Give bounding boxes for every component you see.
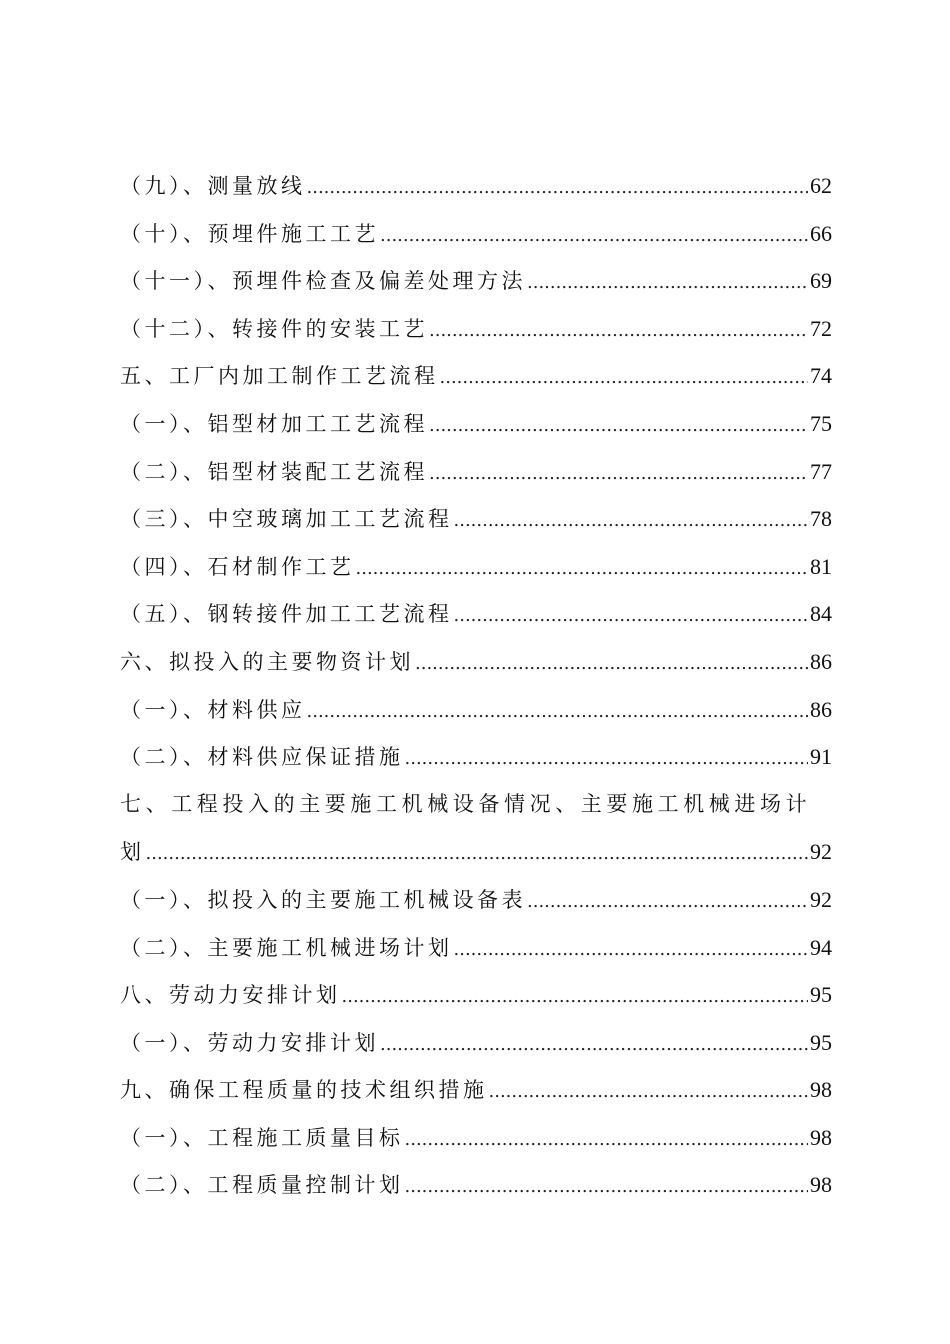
toc-dot-leader [405, 1163, 809, 1211]
toc-entry-line-1[interactable] [120, 781, 832, 829]
toc-entry-title: （二）、材料供应保证措施 [120, 745, 404, 770]
toc-entry-page: 75 [810, 410, 832, 436]
toc-entry-title: 五、工厂内加工制作工艺流程 [120, 364, 439, 389]
toc-entry-page: 98 [810, 1124, 832, 1150]
toc-entry-title: （十）、预埋件施工工艺 [120, 221, 379, 246]
toc-entry[interactable] [120, 924, 832, 972]
toc-entry-page: 92 [810, 886, 832, 912]
toc-entry[interactable] [120, 733, 832, 781]
toc-entry-title: （一）、拟投入的主要施工机械设备表 [120, 887, 526, 912]
toc-entry-title: （一）、材料供应 [120, 697, 306, 722]
toc-dot-leader [415, 640, 808, 688]
toc-entry[interactable] [120, 971, 832, 1019]
toc-entry-page: 69 [810, 268, 832, 294]
toc-entry-title: （九）、测量放线 [120, 174, 306, 198]
toc-entry-page: 77 [810, 458, 832, 484]
toc-entry-title: （五）、钢转接件加工工艺流程 [120, 602, 453, 627]
toc-dot-leader [454, 497, 809, 545]
toc-dot-leader [307, 688, 809, 736]
toc-dot-leader [429, 450, 808, 498]
toc-entry-title: 六、拟投入的主要物资计划 [120, 649, 414, 674]
toc-entry-page: 92 [810, 839, 832, 865]
toc-entry-title: （二）、主要施工机械进场计划 [120, 935, 453, 960]
toc-entry[interactable] [120, 590, 832, 638]
toc-entry-title: （二）、工程质量控制计划 [120, 1173, 404, 1198]
toc-entry-title: 七、工程投入的主要施工机械设备情况、主要施工机械进场计 [120, 791, 812, 816]
toc-entry[interactable] [120, 686, 832, 734]
toc-dot-leader [429, 307, 808, 355]
toc-entry-page: 94 [810, 934, 832, 960]
toc-dot-leader [307, 164, 809, 212]
toc-entry-title: 九、确保工程质量的技术组织措施 [120, 1078, 488, 1103]
toc-entry-page: 81 [810, 553, 832, 579]
toc-entry-page: 74 [810, 363, 832, 389]
toc-entry-page: 98 [810, 1172, 832, 1198]
toc-entry-page: 86 [810, 648, 832, 674]
toc-entry[interactable] [120, 257, 832, 305]
toc-dot-leader [454, 926, 809, 974]
toc-entry[interactable] [120, 448, 832, 496]
toc-dot-leader [440, 354, 809, 402]
toc-entry-title: （一）、工程施工质量目标 [120, 1125, 404, 1150]
table-of-contents [120, 162, 832, 1209]
toc-dot-leader [405, 735, 809, 783]
toc-entry[interactable] [120, 1019, 832, 1067]
toc-entry[interactable] [120, 400, 832, 448]
toc-entry[interactable] [120, 305, 832, 353]
toc-entry-title: （十二）、转接件的安装工艺 [120, 316, 428, 341]
toc-entry-title: （四）、石材制作工艺 [120, 554, 355, 579]
toc-entry-title: （二）、铝型材装配工艺流程 [120, 459, 428, 484]
toc-entry[interactable] [120, 1066, 832, 1114]
toc-entry[interactable] [120, 495, 832, 543]
toc-dot-leader [380, 212, 808, 260]
toc-dot-leader [527, 878, 808, 926]
toc-entry-title-continued: 划 [120, 840, 145, 865]
toc-dot-leader [380, 1021, 808, 1069]
toc-entry-page: 78 [810, 506, 832, 532]
toc-entry-page: 84 [810, 601, 832, 627]
toc-dot-leader [146, 830, 809, 878]
toc-entry[interactable] [120, 162, 832, 210]
toc-entry-page: 95 [810, 1029, 832, 1055]
toc-entry[interactable] [120, 1114, 832, 1162]
toc-dot-leader [405, 1116, 809, 1164]
toc-entry[interactable] [120, 1161, 832, 1209]
toc-entry-title: （一）、铝型材加工工艺流程 [120, 411, 428, 436]
toc-entry-page: 98 [810, 1077, 832, 1103]
toc-entry-title: （三）、中空玻璃加工工艺流程 [120, 507, 453, 532]
toc-entry-page: 91 [810, 744, 832, 770]
toc-entry-title: 八、劳动力安排计划 [120, 983, 341, 1008]
toc-dot-leader [342, 973, 809, 1021]
toc-entry[interactable] [120, 638, 832, 686]
toc-entry-page: 72 [810, 315, 832, 341]
toc-entry-page: 86 [810, 696, 832, 722]
toc-entry[interactable] [120, 543, 832, 591]
toc-entry-title: （一）、劳动力安排计划 [120, 1030, 379, 1055]
toc-entry-page: 66 [810, 220, 832, 246]
toc-entry[interactable] [120, 210, 832, 258]
toc-dot-leader [527, 259, 808, 307]
toc-entry[interactable] [120, 352, 832, 400]
toc-entry-page: 62 [810, 173, 832, 198]
toc-dot-leader [489, 1068, 809, 1116]
toc-entry[interactable] [120, 876, 832, 924]
toc-dot-leader [429, 402, 808, 450]
toc-entry-title: （十一）、预埋件检查及偏差处理方法 [120, 269, 526, 294]
toc-dot-leader [454, 592, 809, 640]
toc-entry-line-2[interactable] [120, 828, 832, 876]
toc-dot-leader [356, 545, 809, 593]
toc-entry-page: 95 [810, 982, 832, 1008]
